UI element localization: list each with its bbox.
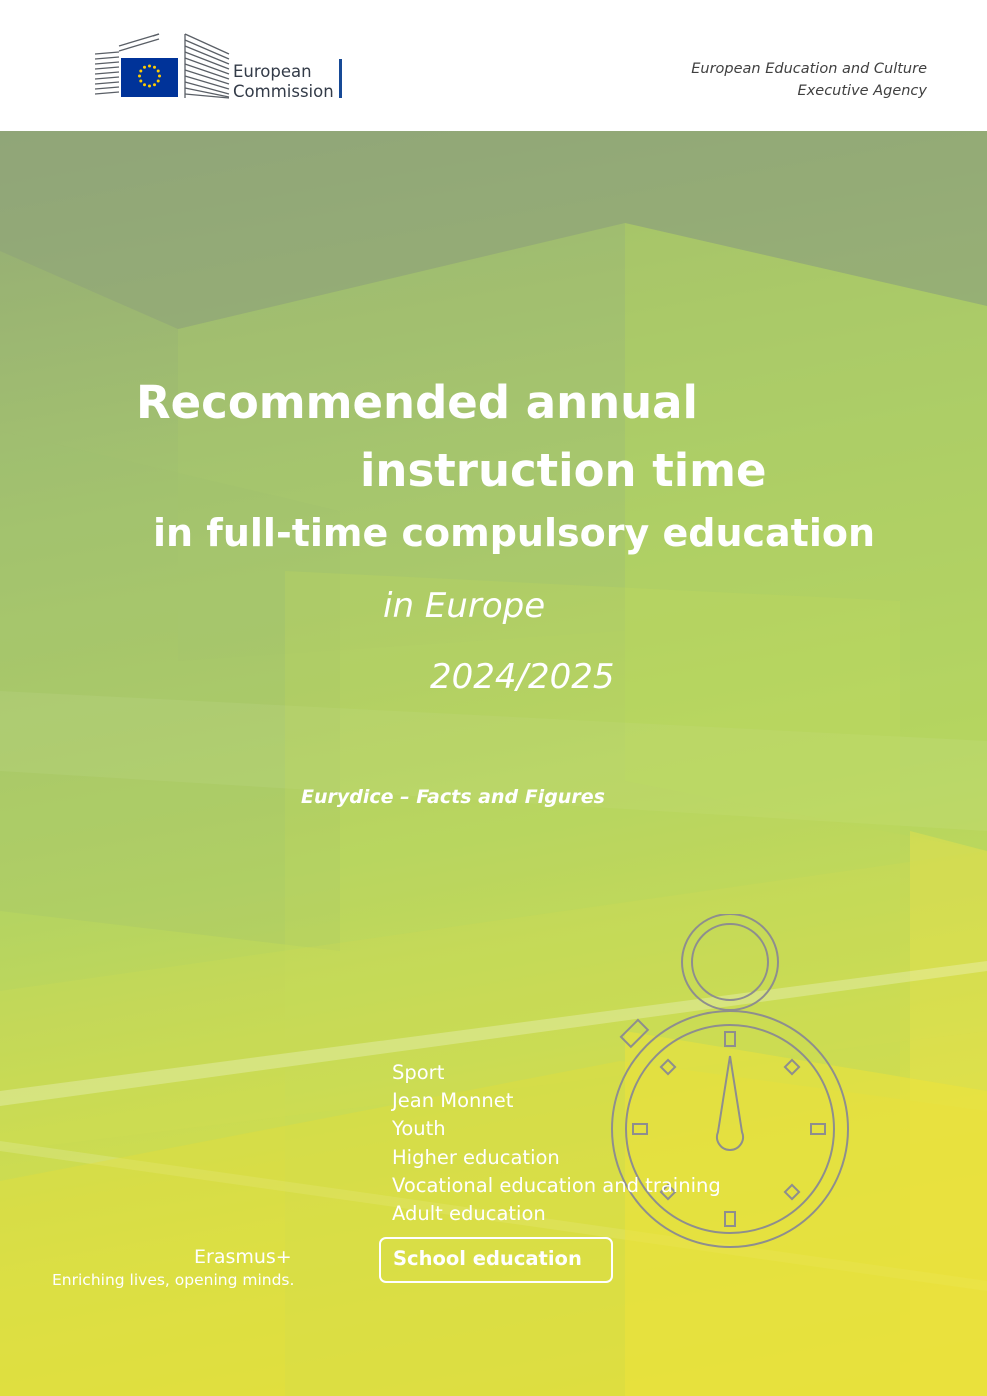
highlighted-programme-box <box>379 1237 613 1283</box>
series-title: Eurydice – Facts and Figures <box>301 786 605 808</box>
programme-item-youth: Youth <box>392 1117 446 1141</box>
title-line1: Recommended annual <box>136 376 698 429</box>
agency-line1: European Education and Culture <box>691 61 927 77</box>
logo-name-line2: Commission <box>233 82 334 101</box>
programme-item-jean-monnet: Jean Monnet <box>392 1089 514 1113</box>
year: 2024/2025 <box>430 657 615 697</box>
european-commission-building-icon <box>93 32 233 102</box>
header <box>0 0 987 131</box>
european-commission-logo <box>93 32 353 102</box>
agency-line2: Executive Agency <box>797 83 927 99</box>
highlighted-programme-label: School education <box>393 1247 582 1270</box>
title-line2: instruction time <box>360 444 767 497</box>
european-commission-wordmark <box>233 62 334 102</box>
subtitle: in Europe <box>383 586 546 626</box>
agency-name <box>691 58 927 102</box>
title-line3: in full-time compulsory education <box>153 511 876 555</box>
cover-artwork <box>0 131 987 1396</box>
logo-divider <box>339 59 342 98</box>
erasmus-slogan: Enriching lives, opening minds. <box>52 1271 295 1289</box>
programme-item-higher-education: Higher education <box>392 1145 560 1169</box>
logo-name-line1: European <box>233 62 312 81</box>
programme-item-sport: Sport <box>392 1061 445 1084</box>
programme-item-vocational-education: Vocational education and training <box>392 1173 721 1197</box>
programme-item-adult-education: Adult education <box>392 1202 546 1226</box>
erasmus-brand: Erasmus+ <box>194 1246 292 1268</box>
programme-list <box>392 1059 721 1228</box>
